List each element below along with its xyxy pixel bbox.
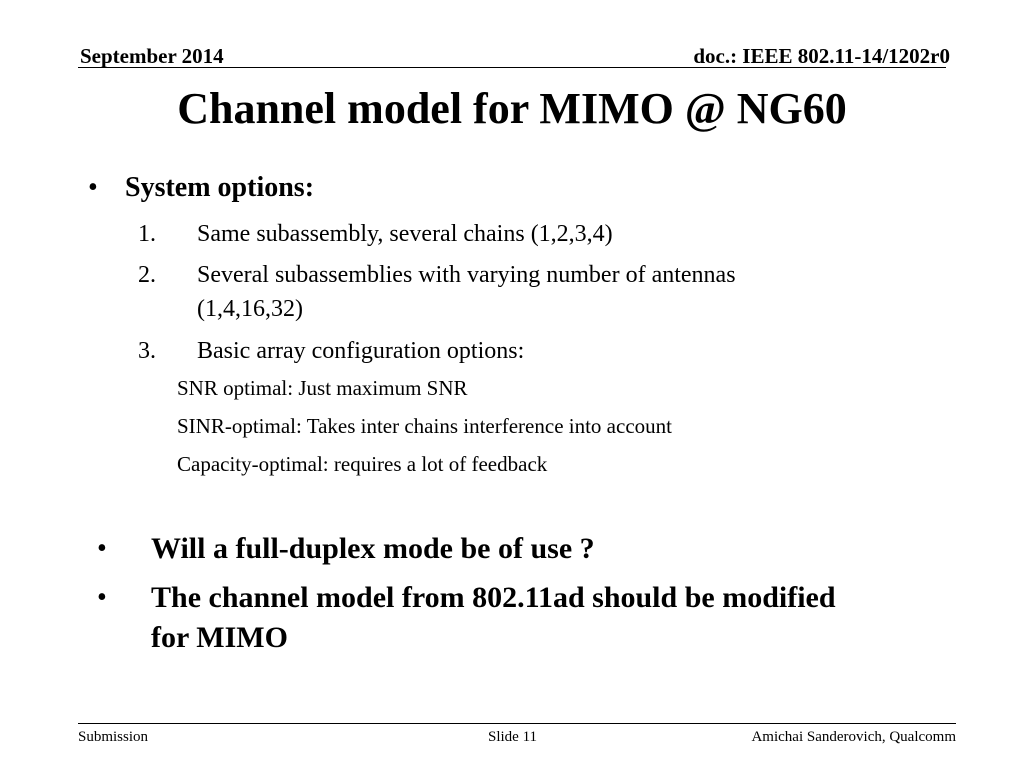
question-full-duplex: Will a full-duplex mode be of use ? (151, 532, 595, 565)
footer-submission: Submission (78, 729, 149, 745)
header-date: September 2014 (80, 44, 224, 68)
numbered-item-2-number: 2. (138, 262, 156, 288)
numbered-item-1-number: 1. (138, 221, 156, 247)
bullet-icon: • (88, 172, 98, 203)
numbered-item-3-text: Basic array configuration options: (197, 338, 525, 364)
numbered-item-2-text-line2: (1,4,16,32) (197, 296, 303, 322)
slide-title: Channel model for MIMO @ NG60 (177, 84, 847, 133)
bullet-icon: • (97, 533, 107, 564)
footer-divider (78, 723, 956, 724)
header-doc-id: doc.: IEEE 802.11-14/1202r0 (693, 44, 950, 68)
sub-item-snr: SNR optimal: Just maximum SNR (177, 376, 468, 400)
question-channel-model-line1: The channel model from 802.11ad should be modified (151, 581, 836, 614)
sub-item-capacity: Capacity-optimal: requires a lot of feedback (177, 452, 548, 476)
numbered-item-1-text: Same subassembly, several chains (1,2,3,4) (197, 221, 613, 247)
numbered-item-2-text-line1: Several subassemblies with varying number of antennas (197, 262, 736, 288)
sub-item-sinr: SINR-optimal: Takes inter chains interference into account (177, 414, 672, 438)
numbered-item-3-number: 3. (138, 338, 156, 364)
bullet-icon: • (97, 582, 107, 613)
footer-author: Amichai Sanderovich, Qualcomm (751, 729, 956, 745)
system-options-heading: System options: (125, 172, 315, 203)
header-divider (78, 67, 946, 68)
question-channel-model-line2: for MIMO (151, 621, 288, 654)
footer-slide-number: Slide 11 (488, 729, 538, 745)
